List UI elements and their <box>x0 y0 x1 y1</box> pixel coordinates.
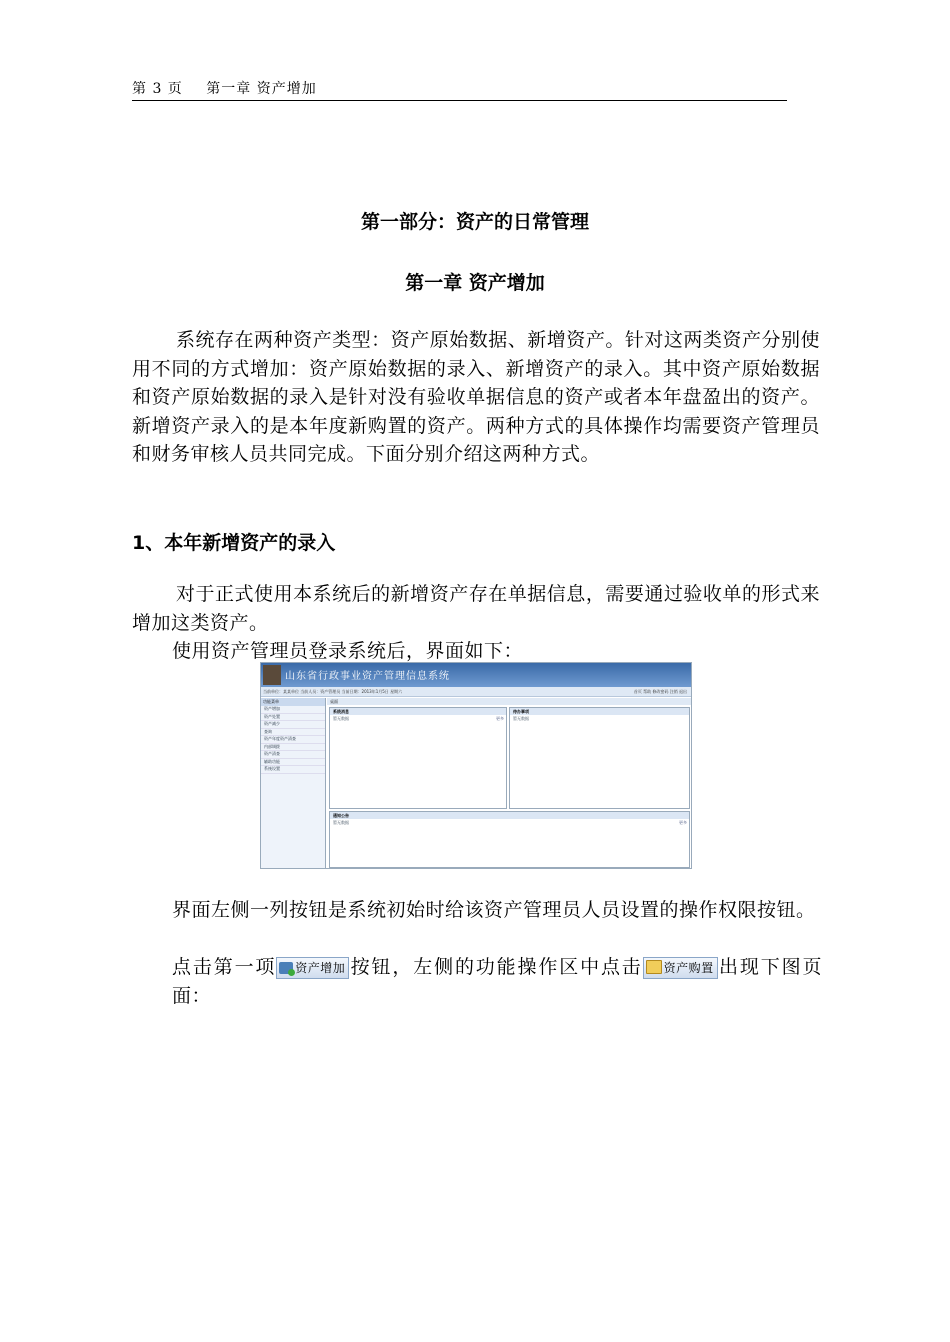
page-header <box>132 78 787 101</box>
header-chapter: 第一章 资产增加 <box>206 81 317 97</box>
asset-add-icon <box>279 962 293 974</box>
section-heading: 1、本年新增资产的录入 <box>132 532 336 554</box>
screenshot-side-item: 资产年度资产清查 <box>261 736 325 744</box>
screenshot-side-item: 内部调拨 <box>261 744 325 752</box>
panel-body: 暂无数据 <box>333 716 349 721</box>
screenshot-info-right: 首页 帮助 修改密码 注销 退出 <box>633 689 687 694</box>
asset-add-label: 资产增加 <box>295 961 346 975</box>
panel-title: 通知公告 <box>330 812 689 819</box>
instruction-text-b: 按钮，左侧的功能操作区中点击 <box>349 956 643 978</box>
panel-more: 更多 <box>496 716 504 721</box>
asset-purchase-label: 资产购置 <box>663 961 714 975</box>
screenshot-side-item: 资产清查 <box>261 751 325 759</box>
screenshot-system-title: 山东省行政事业资产管理信息系统 <box>285 671 450 682</box>
panel-title: 待办事项 <box>510 708 689 715</box>
asset-add-button <box>276 957 349 979</box>
screenshot-side-item: 系统设置 <box>261 766 325 774</box>
panel-title: 系统消息 <box>330 708 506 715</box>
page-number: 第 3 页 <box>132 81 183 97</box>
panel-body: 暂无数据 <box>333 820 349 825</box>
screenshot-panel-messages <box>329 707 507 809</box>
screenshot-side-item: 辅助功能 <box>261 759 325 767</box>
screenshot-side-item: 资产增加 <box>261 706 325 714</box>
instruction-text-a: 点击第一项 <box>172 956 277 978</box>
chapter-title: 第一章 资产增加 <box>405 272 545 294</box>
part-title: 第一部分：资产的日常管理 <box>360 211 589 233</box>
section-paragraph: 对于正式使用本系统后的新增资产存在单据信息，需要通过验收单的形式来增加这类资产。 <box>132 583 820 634</box>
screenshot-caption: 使用资产管理员登录系统后，界面如下： <box>172 640 524 662</box>
left-buttons-paragraph: 界面左侧一列按钮是系统初始时给该资产管理员人员设置的操作权限按钮。 <box>172 899 816 921</box>
intro-paragraph: 系统存在两种资产类型：资产原始数据、新增资产。针对这两类资产分别使用不同的方式增加：资产原始数据的录入、新增资产的录入。其中资产原始数据和资产原始数据的录入是针对没有验收单据信息的资产或者本年盘盈出的资产。新增资产录入的是本年度新购置的资产。两种方式的具体操作均需要资产管理员和财务审核人员共同完成。下面分别介绍这两种方式。 <box>132 329 820 465</box>
asset-purchase-button <box>643 957 718 979</box>
screenshot-panel-notices <box>329 811 690 868</box>
instruction-paragraph <box>172 953 822 1010</box>
screenshot-banner <box>261 663 691 687</box>
screenshot-info-bar <box>261 687 691 697</box>
panel-more: 更多 <box>679 820 687 825</box>
screenshot-panel-todo <box>509 707 690 809</box>
folder-icon <box>646 960 662 974</box>
instruction-text-c: 出现下图页面： <box>172 956 822 1007</box>
system-screenshot <box>260 662 692 869</box>
screenshot-side-item: 资产处置 <box>261 714 325 722</box>
screenshot-tab: 桌面 <box>327 698 691 705</box>
screenshot-sidebar-head: 功能菜单 <box>261 698 325 706</box>
building-logo-icon <box>263 665 281 685</box>
screenshot-sidebar <box>261 698 326 868</box>
screenshot-side-item: 查询 <box>261 729 325 737</box>
screenshot-main <box>327 698 691 868</box>
screenshot-info-left: 当前单位：某某单位 当前人员：资产管理员 当前日期：2013年1月5日 星期六 <box>263 689 403 694</box>
panel-body: 暂无数据 <box>513 716 529 721</box>
screenshot-side-item: 资产减少 <box>261 721 325 729</box>
